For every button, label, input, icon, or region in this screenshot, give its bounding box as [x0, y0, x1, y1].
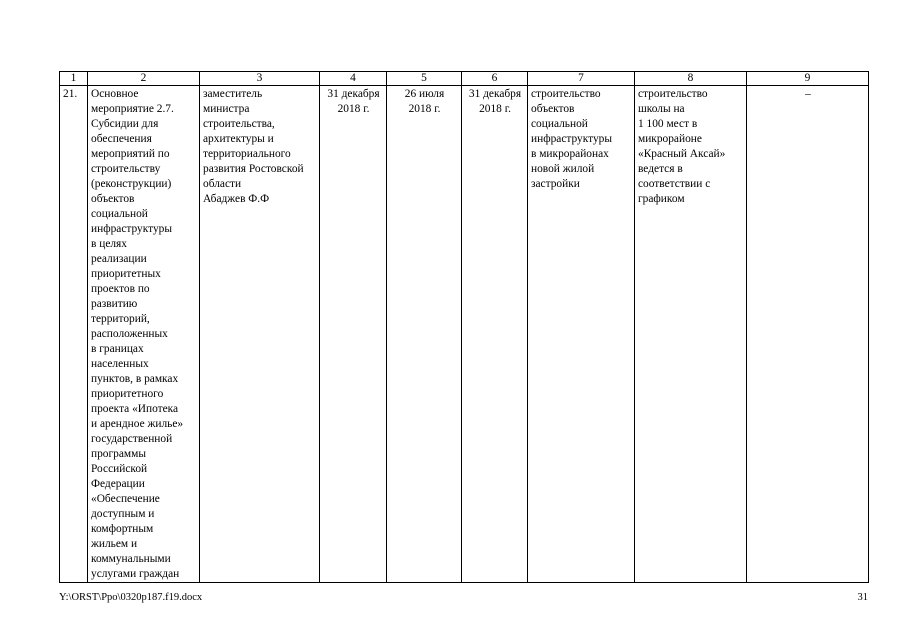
header-row: [60, 72, 869, 86]
expected-result-cell: строительство объектов социальной инфраструктуры в микрорайонах новой жилой застройки: [528, 86, 635, 583]
header-cell-2: 2: [88, 72, 200, 86]
planned-date-cell: 31 декабря 2018 г.: [320, 86, 387, 583]
header-cell-8: 8: [635, 72, 747, 86]
row-number: 21.: [60, 86, 88, 583]
header-cell-9: 9: [747, 72, 869, 86]
note-cell: –: [747, 86, 869, 583]
actual-date-cell: 26 июля 2018 г.: [387, 86, 462, 583]
deadline-date-cell: 31 декабря 2018 г.: [462, 86, 528, 583]
responsible-cell: заместитель министра строительства, архитектуры и территориального развития Ростовской области Абаджев Ф.Ф: [200, 86, 320, 583]
status-cell: строительство школы на 1 100 мест в микрорайоне «Красный Аксай» ведется в соответствии с графиком: [635, 86, 747, 583]
header-cell-3: 3: [200, 72, 320, 86]
activity-cell: Основное мероприятие 2.7. Субсидии для обеспечения мероприятий по строительству (реконструкции) объектов социальной инфраструктуры в целях реализации приоритетных проектов по развитию территорий, расположенных в границах населенных пунктов, в рамках приоритетного проекта «Ипотека и арендное жилье» государственной программы Российской Федерации «Обеспечение доступным и комфортным жильем и коммунальными услугами граждан: [88, 86, 200, 583]
header-cell-4: 4: [320, 72, 387, 86]
header-cell-6: 6: [462, 72, 528, 86]
table-row: [60, 86, 869, 583]
file-path: Y:\ORST\Ppo\0320p187.f19.docx: [59, 592, 203, 603]
header-cell-5: 5: [387, 72, 462, 86]
header-cell-1: 1: [60, 72, 88, 86]
plan-table: [59, 71, 869, 583]
header-cell-7: 7: [528, 72, 635, 86]
page-number: 31: [857, 592, 868, 603]
